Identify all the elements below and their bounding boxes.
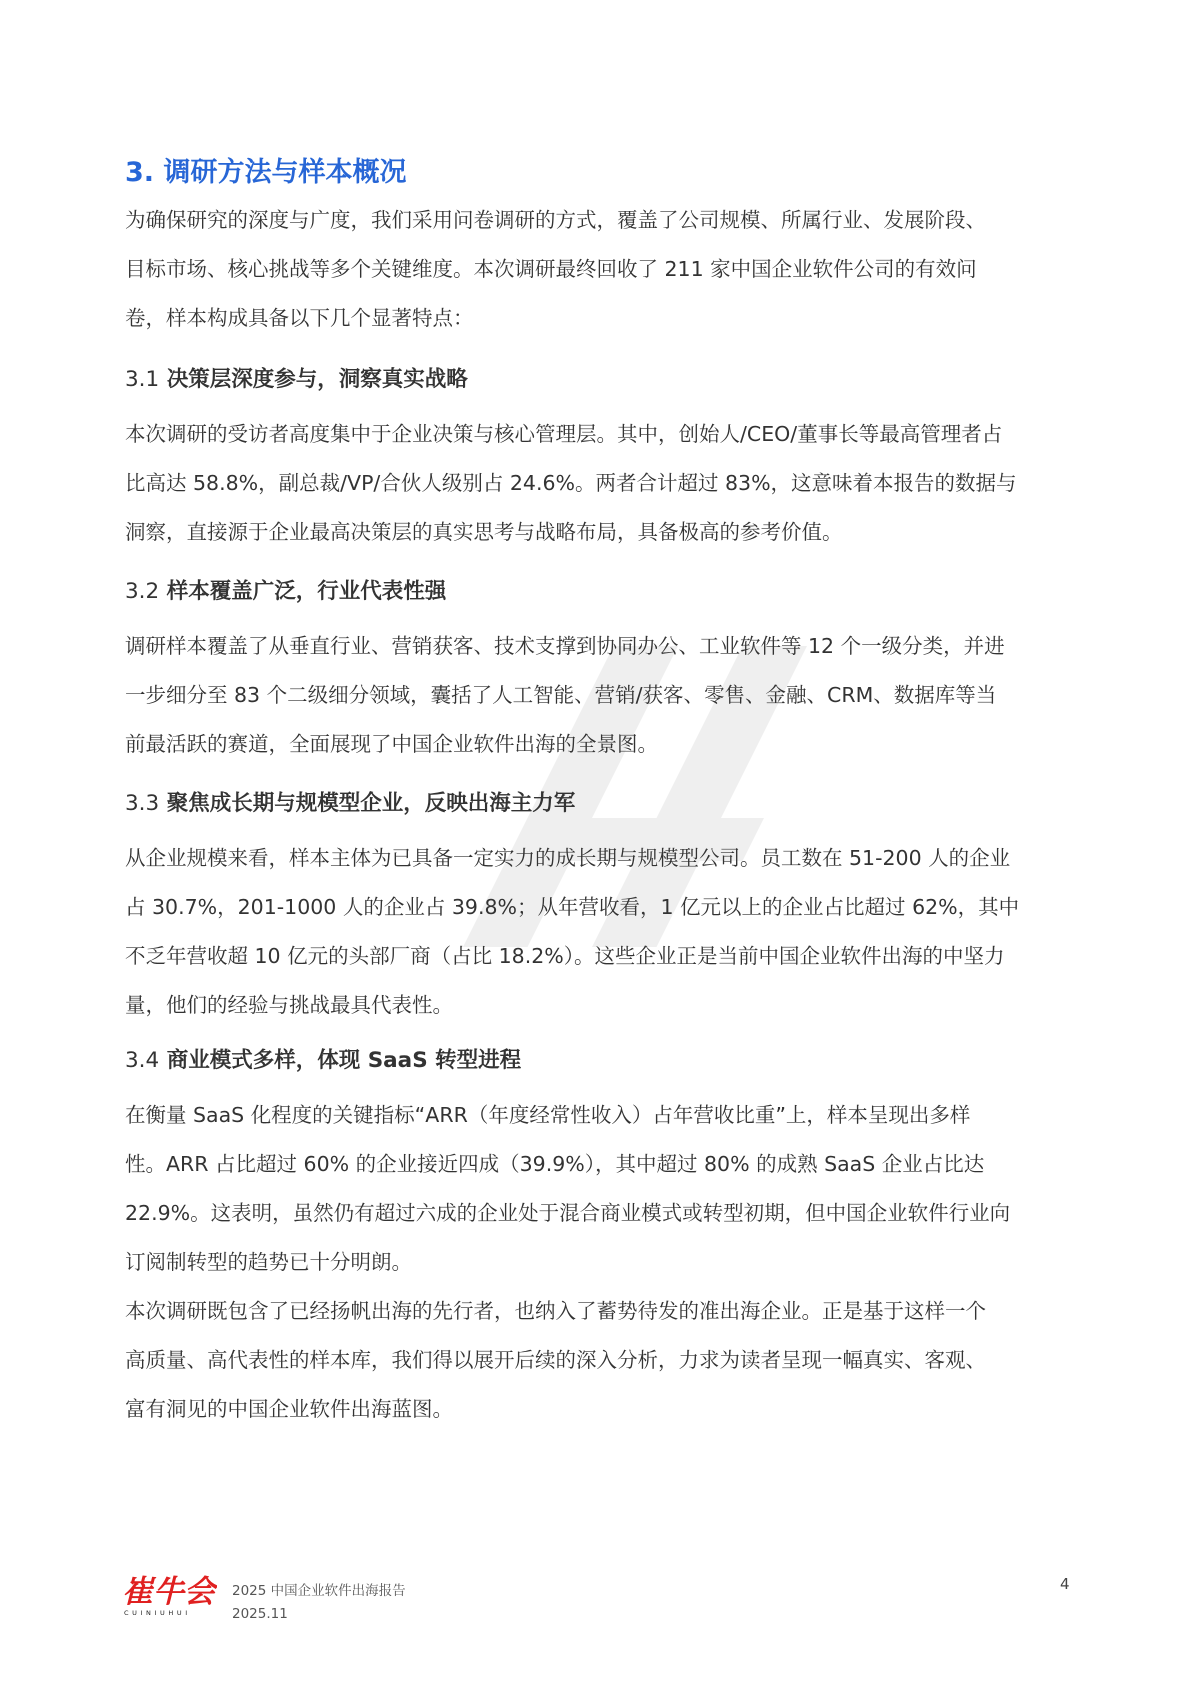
section-paragraph-3-2 [125, 622, 1075, 769]
text-line: 量，他们的经验与挑战最具代表性。 [125, 993, 453, 1017]
section-heading-3-4 [125, 1043, 521, 1074]
section-title: 商业模式多样，体现 SaaS 转型进程 [166, 1048, 522, 1073]
text-line: 性。ARR 占比超过 60% 的企业接近四成（39.9%），其中超过 80% 的成熟 SaaS 企业占比达 [125, 1152, 985, 1176]
section-heading-3-1 [125, 362, 468, 393]
cuiniuhui-logo-icon [122, 1568, 217, 1620]
section-paragraph-3-4 [125, 1091, 1075, 1287]
section-number: 3.2 [125, 579, 160, 604]
text-line: 目标市场、核心挑战等多个关键维度。本次调研最终回收了 211 家中国企业软件公司的有效问 [125, 257, 977, 281]
intro-paragraph [125, 196, 1075, 343]
text-line: 本次调研既包含了已经扬帆出海的先行者，也纳入了蓄势待发的准出海企业。正是基于这样一个 [125, 1299, 986, 1323]
text-line: 前最活跃的赛道，全面展现了中国企业软件出海的全景图。 [125, 732, 658, 756]
logo-pinyin: CUINIUHUI [124, 1609, 191, 1617]
text-line: 高质量、高代表性的样本库，我们得以展开后续的深入分析，力求为读者呈现一幅真实、客观、 [125, 1348, 986, 1372]
logo-wordmark: 崔牛会 [122, 1574, 215, 1610]
page-title: 3. 调研方法与样本概况 [125, 157, 407, 188]
text-line: 卷，样本构成具备以下几个显著特点： [125, 306, 474, 330]
text-line: 不乏年营收超 10 亿元的头部厂商（占比 18.2%）。这些企业正是当前中国企业软件出海的中坚力 [125, 944, 1005, 968]
section-paragraph-3-3 [125, 834, 1075, 1030]
text-line: 从企业规模来看，样本主体为已具备一定实力的成长期与规模型公司。员工数在 51-200 人的企业 [125, 846, 1011, 870]
text-line: 在衡量 SaaS 化程度的关键指标“ARR（年度经常性收入）占年营收比重”上，样本呈现出多样 [125, 1103, 971, 1127]
section-number: 3.1 [125, 367, 160, 392]
footer-date: 2025.11 [232, 1606, 288, 1622]
text-line: 洞察，直接源于企业最高决策层的真实思考与战略布局，具备极高的参考价值。 [125, 520, 843, 544]
page-number: 4 [1060, 1575, 1070, 1593]
closing-paragraph [125, 1287, 1075, 1434]
section-title: 决策层深度参与，洞察真实战略 [166, 367, 468, 392]
text-line: 占 30.7%，201-1000 人的企业占 39.8%；从年营收看，1 亿元以上的企业占比超过 62%，其中 [125, 895, 1020, 919]
section-title: 样本覆盖广泛，行业代表性强 [166, 579, 447, 604]
section-number: 3.4 [125, 1048, 160, 1073]
section-heading-3-3 [125, 786, 575, 817]
section-number: 3.3 [125, 791, 160, 816]
text-line: 本次调研的受访者高度集中于企业决策与核心管理层。其中，创始人/CEO/董事长等最高管理者占 [125, 422, 1003, 446]
text-line: 订阅制转型的趋势已十分明朗。 [125, 1250, 412, 1274]
section-title: 聚焦成长期与规模型企业，反映出海主力军 [166, 791, 576, 816]
text-line: 一步细分至 83 个二级细分领域，囊括了人工智能、营销/获客、零售、金融、CRM、数据库等当 [125, 683, 997, 707]
section-paragraph-3-1 [125, 410, 1075, 557]
footer-report-name: 2025 中国企业软件出海报告 [232, 1583, 406, 1599]
text-line: 富有洞见的中国企业软件出海蓝图。 [125, 1397, 453, 1421]
text-line: 比高达 58.8%，副总裁/VP/合伙人级别占 24.6%。两者合计超过 83%，这意味着本报告的数据与 [125, 471, 1017, 495]
text-line: 22.9%。这表明，虽然仍有超过六成的企业处于混合商业模式或转型初期，但中国企业软件行业向 [125, 1201, 1011, 1225]
text-line: 为确保研究的深度与广度，我们采用问卷调研的方式，覆盖了公司规模、所属行业、发展阶段、 [125, 208, 986, 232]
text-line: 调研样本覆盖了从垂直行业、营销获客、技术支撑到协同办公、工业软件等 12 个一级分类，并进 [125, 634, 1005, 658]
section-heading-3-2 [125, 574, 446, 605]
